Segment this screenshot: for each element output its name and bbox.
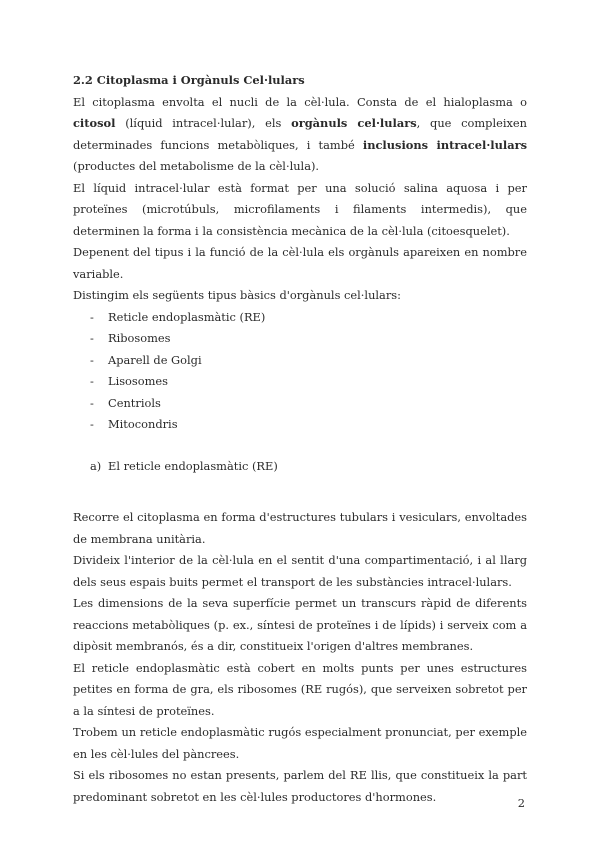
list-item <box>73 350 527 372</box>
list-dash: - <box>90 395 94 410</box>
list-item <box>73 393 527 415</box>
list-dash: - <box>90 331 94 345</box>
list-dash: - <box>90 374 94 388</box>
term-inclusions: inclusions intracel·lulars <box>362 137 528 152</box>
term-organuls: orgànuls cel·lulars <box>291 116 417 130</box>
intro-text-2: (líquid intracel·lular), els <box>115 116 292 130</box>
paragraph-liquid: El líquid intracel·lular està format per una solució salina aquosa i per proteïnes (microtúbuls, microfilaments i filaments intermedis), que determinen la forma i la consistència mecànica de la cèl·lula (citoesquelet). <box>73 180 527 238</box>
subsection-letter: a) <box>90 458 102 473</box>
list-item-text: Aparell de Golgi <box>108 352 202 367</box>
page-number: 2 <box>517 796 525 810</box>
body-paragraph: Si els ribosomes no estan presents, parlem del RE llis, que constitueix la part predominant sobretot en les cèl·lules productores d'hormones. <box>73 768 527 804</box>
intro-text-3: , que compleixen determinades funcions metabòliques, i també <box>73 116 528 152</box>
subsection-heading <box>73 456 527 478</box>
list-item-text: Lisosomes <box>108 374 169 388</box>
list-item <box>73 414 527 436</box>
list-item <box>73 307 527 329</box>
intro-text-4: (productes del metabolisme de la cèl·lula). <box>73 159 320 173</box>
body-paragraph: Trobem un reticle endoplasmàtic rugós especialment pronunciat, per exemple en les cèl·lules del pàncrees. <box>73 725 527 761</box>
list-item-text: Mitocondris <box>108 417 178 431</box>
paragraph-depenent: Depenent del tipus i la funció de la cèl·lula els orgànuls apareixen en nombre variable. <box>73 245 527 281</box>
intro-paragraph <box>73 92 527 178</box>
list-dash: - <box>90 309 94 324</box>
body-paragraph: Les dimensions de la seva superfície permet un transcurs ràpid de diferents reaccions metabòliques (p. ex., síntesi de proteïnes i de lípids) i serveix com a dipòsit membranós, és a dir, constitueix l'origen d'altres membranes. <box>73 596 527 653</box>
list-item-text: Reticle endoplasmàtic (RE) <box>108 309 266 324</box>
body-paragraph: Divideix l'interior de la cèl·lula en el sentit d'una compartimentació, i al llarg dels seus espais buits permet el transport de les substàncies intracel·lulars. <box>73 553 527 589</box>
list-item-text: Centriols <box>108 395 161 410</box>
section-heading: 2.2 Citoplasma i Orgànuls Cel·lulars <box>73 73 305 87</box>
intro-text-1: El citoplasma envolta el nucli de la cèl·lula. Consta de el hialoplasma o <box>73 94 527 109</box>
paragraph-distingim: Distingim els següents tipus bàsics d'orgànuls cel·lulars: <box>73 288 401 302</box>
list-item <box>73 371 527 393</box>
term-citosol: citosol <box>73 116 116 130</box>
subsection-title: El reticle endoplasmàtic (RE) <box>108 458 278 473</box>
page-content <box>73 70 527 808</box>
list-dash: - <box>90 352 94 367</box>
body-paragraph: El reticle endoplasmàtic està cobert en molts punts per unes estructures petites en forma de gra, els ribosomes (RE rugós), que serveixen sobretot per a la síntesi de proteïnes. <box>73 660 527 718</box>
list-item <box>73 328 527 350</box>
body-paragraph: Recorre el citoplasma en forma d'estructures tubulars i vesiculars, envoltades de membrana unitària. <box>73 510 527 546</box>
list-dash: - <box>90 417 94 431</box>
organelle-list <box>73 307 527 436</box>
list-item-text: Ribosomes <box>108 331 171 345</box>
